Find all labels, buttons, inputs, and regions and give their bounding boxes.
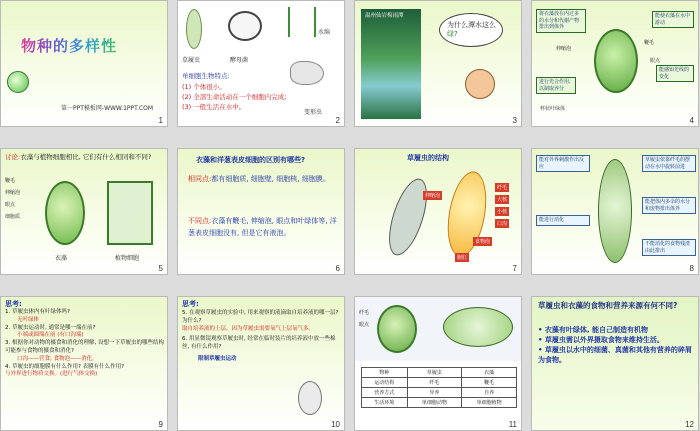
paramecium-photo [381, 174, 434, 259]
label-flagellum: 鞭毛 [644, 40, 655, 46]
answer: 口沟——营食; 食物泡——消化。 [17, 355, 98, 362]
table-header-cell: 物种 [362, 368, 408, 378]
slide-thumb-5[interactable] [0, 148, 168, 275]
diff-text: 衣藻有鞭毛, 伸缩泡, 眼点和叶绿体等, 洋葱表皮细胞没有, 但是它有液泡。 [188, 217, 337, 237]
table-row [362, 368, 517, 378]
table-cell: 自养 [462, 388, 517, 398]
table-cell: 纤毛 [407, 378, 462, 388]
slide-number: 2 [335, 116, 340, 125]
question-text [447, 21, 499, 39]
info-box: 能感知光线的变化 [656, 65, 694, 82]
discuss-text: 衣藻与植物细胞相比, 它们有什么相同和不同? [20, 153, 152, 161]
label-cytoplasm: 细胞质 [5, 214, 21, 220]
qa-list [5, 309, 165, 379]
table-row [362, 388, 517, 398]
slide-thumb-9[interactable] [0, 296, 168, 431]
chlamydomonas-image [377, 305, 417, 353]
table-body [362, 368, 517, 408]
info-box: 进行光合作用, 以制取养分 [536, 77, 576, 94]
question: 1. 草履虫体内有叶绿体吗? [5, 309, 70, 315]
question: 3. 根据你对动物的摄食和消化的理解, 设想一下草履虫的哪些结构可能参与食物的摄食和消化? [5, 340, 164, 354]
info-box: 草履虫依靠纤毛的摆动在水中旋转前进 [642, 155, 696, 172]
slide-1-subtitle: 第一PPT模板网-WWW.1PPT.COM [61, 105, 154, 112]
spirogyra-image [288, 7, 316, 37]
label-paramecium: 草履虫 [182, 57, 201, 64]
qa-list [182, 309, 342, 363]
slide-number: 3 [512, 116, 517, 125]
slide-thumb-2[interactable] [177, 0, 345, 127]
table-cell: 异养 [407, 388, 462, 398]
think-title: 思考: [182, 300, 199, 308]
label-cilia: 纤毛 [497, 185, 508, 191]
slide-thumb-7[interactable] [354, 148, 522, 275]
bullet-list [538, 325, 696, 365]
bullet-item: • 衣藻有叶绿体, 能自己制造有机物 [538, 326, 649, 334]
photo-banner: 温州仙岩梅雨潭 [365, 13, 404, 19]
table-header-cell: 衣藻 [462, 368, 517, 378]
label-yeast: 酵母菌 [230, 57, 249, 64]
thinking-kid-image [465, 69, 495, 99]
label-oral-groove: 口沟 [497, 221, 508, 227]
slide-number: 8 [689, 264, 694, 273]
diff-label: 不同点: [188, 217, 212, 225]
chlamydomonas-image [45, 181, 85, 245]
paramecium-image [186, 9, 202, 49]
microscope-image [298, 381, 322, 415]
info-box: 将衣藻放在内过多的水分和代谢产物排出到体外 [536, 9, 586, 33]
label-cilia: 纤毛 [359, 310, 370, 316]
slide-thumb-8[interactable] [531, 148, 699, 275]
slide-2-item: (2) 全部生命活动在一个细胞内完成; [182, 93, 287, 101]
label-flagellum: 鞭毛 [5, 178, 16, 184]
slide-number: 12 [685, 420, 694, 429]
slide-thumb-12[interactable] [531, 296, 699, 431]
same-text: 都有细胞质, 细胞壁, 细胞核, 细胞膜。 [211, 175, 330, 183]
comparison-table [361, 367, 517, 408]
green-bubble-icon [7, 71, 29, 93]
slide-number: 1 [158, 116, 163, 125]
slide-thumb-10[interactable] [177, 296, 345, 431]
amoeba-image [290, 61, 324, 85]
label-eyespot: 眼点 [5, 202, 16, 208]
info-box: 能使衣藻在水中游动 [652, 11, 694, 28]
label-contractile-vacuole: 伸缩泡 [425, 193, 441, 199]
caption-chlamydomonas: 衣藻 [55, 255, 68, 262]
slide-6-heading: 衣藻和洋葱表皮细胞的区别有哪些? [196, 156, 306, 164]
slide-5-question [5, 153, 165, 162]
label-food-vacuole: 食物泡 [475, 239, 491, 245]
diff-block [188, 215, 338, 239]
slide-1-title: 物种的多样性 [21, 37, 118, 55]
label-anal-pore: 胞肛 [457, 255, 468, 261]
slide-number: 6 [335, 264, 340, 273]
bullet-text: 草履虫需以外界摄取食物来维持生活。 [544, 336, 664, 344]
chlamydomonas-image [594, 29, 638, 93]
label-chloroplast: 杯状叶绿体 [540, 106, 566, 112]
slide-2-item: (3) 一般生活在水中。 [182, 103, 246, 111]
table-cell: 生活环境 [362, 398, 408, 408]
table-cell: 鞭毛 [462, 378, 517, 388]
waterfall-photo [361, 9, 421, 119]
same-block [188, 173, 338, 185]
slide-number: 9 [158, 420, 163, 429]
label-eyespot: 眼点 [359, 322, 370, 328]
label-contractile-vacuole: 伸缩泡 [556, 46, 572, 52]
label-amoeba: 变形虫 [304, 109, 323, 116]
question: 4. 草履虫的细胞膜有什么作用? 表膜有什么作用? [5, 363, 125, 370]
slide-number: 7 [512, 264, 517, 273]
table-row [362, 378, 517, 388]
answer: 与外界进行物质交换。(进行气体交换) [5, 371, 98, 378]
think-title: 思考: [5, 300, 22, 308]
same-label: 相同点: [188, 175, 212, 183]
slide-7-heading: 草履虫的结构 [407, 154, 449, 162]
slide-12-question: 草履虫和衣藻的食物和营养来源有何不同? [538, 301, 678, 310]
label-macronucleus: 大核 [497, 197, 508, 203]
info-box: 能进行消化 [536, 215, 590, 226]
paramecium-image [443, 307, 513, 347]
label-contractile-vacuole: 伸缩泡 [5, 190, 21, 196]
slide-number: 4 [689, 116, 694, 125]
slide-thumb-3[interactable] [354, 0, 522, 127]
slide-thumb-1[interactable] [0, 0, 168, 127]
slide-number: 5 [158, 264, 163, 273]
info-box: 能对外界刺激作出反应 [536, 155, 590, 172]
label-eyespot: 眼点 [650, 58, 661, 64]
bullet-item: • 草履虫需以外界摄取食物来维持生活。 [538, 336, 664, 344]
table-header-cell: 草履虫 [407, 368, 462, 378]
slide-number: 10 [331, 420, 340, 429]
plant-cell-image [107, 181, 153, 245]
info-box: 不能消化的食物残渣由此排出 [642, 239, 696, 256]
answer: 取自培养液的上层。因为草履虫需要氧气上层氧气多。 [182, 326, 315, 332]
label-micronucleus: 小核 [497, 209, 508, 215]
bullet-text: 衣藻有叶绿体, 能自己制造有机物 [544, 326, 649, 334]
answer: 限制草履虫运动 [198, 356, 237, 362]
slide-thumb-11[interactable] [354, 296, 522, 431]
table-row [362, 398, 517, 408]
table-cell: 单细胞动物 [407, 398, 462, 408]
slide-thumb-6[interactable] [177, 148, 345, 275]
table-cell: 运动结构 [362, 378, 408, 388]
slide-thumb-4[interactable] [531, 0, 699, 127]
question-main: 为什么潭水这么 [447, 21, 496, 29]
slide-2-heading: 单细胞生物特点: [182, 72, 230, 80]
question: 5. 在观察草履虫的实验中, 用来观察的液滴取自培养液的哪一层? 为什么? [182, 310, 339, 324]
info-box: 能把体内多余的水分和废物排出体外 [642, 197, 696, 214]
table-cell: 营养方式 [362, 388, 408, 398]
caption-plant-cell: 植物细胞 [115, 255, 140, 262]
bullet-item: • 草履虫以水中的细菌、真菌和其他有营养的碎屑为食物。 [538, 346, 692, 364]
slide-2-item: (1) 个体很小。 [182, 83, 226, 91]
yeast-image [228, 11, 262, 41]
bullet-text: 草履虫以水中的细菌、真菌和其他有营养的碎屑为食物。 [538, 346, 692, 364]
question: 2. 草履虫运动时, 通常是哪一端在前? [5, 324, 96, 331]
answer: 无叶绿体 [17, 316, 40, 323]
answer: 小端或圆端在前 (有口沟端) [17, 332, 84, 339]
question: 6. 用显微镜观察草履虫时, 经常在临时装片的培养液中放一些棉丝, 有什么作用? [182, 336, 336, 350]
paramecium-diagram [598, 159, 632, 263]
label-spirogyra: 水绵 [318, 29, 331, 36]
discuss-label: 讨论: [5, 153, 21, 161]
question-green: 绿? [447, 30, 458, 38]
table-cell: 单细胞植物 [462, 398, 517, 408]
slide-number: 11 [508, 420, 517, 429]
